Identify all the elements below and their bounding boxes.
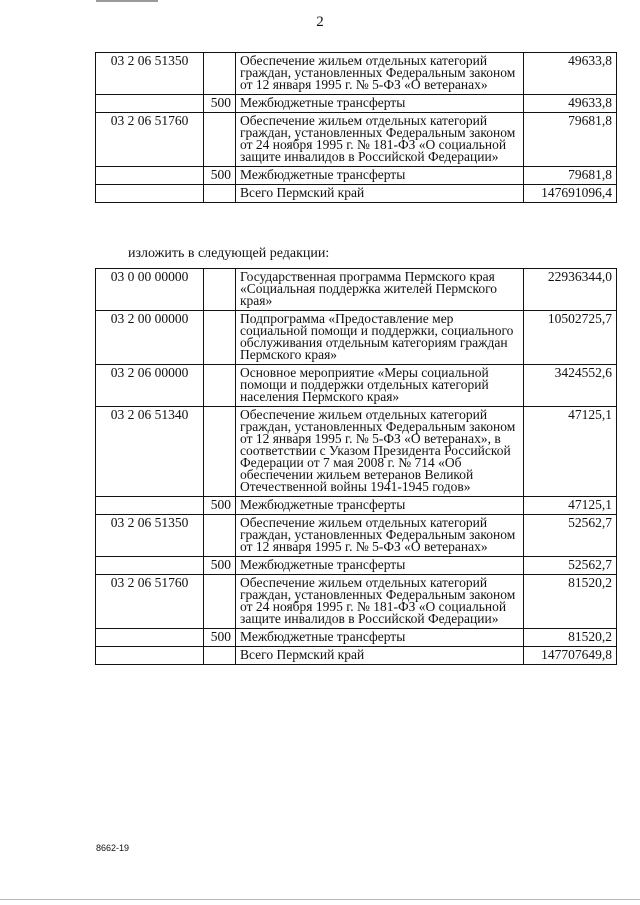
table-row — [96, 95, 617, 113]
cell-description: Всего Пермский край — [236, 185, 524, 203]
table-row — [96, 311, 617, 365]
cell-description: Обеспечение жильем отдельных категорий граждан, установленных Федеральным законом от 24 ноября 1995 г. № 181-ФЗ «О социальной защите инвалидов в Российской Федерации» — [236, 113, 524, 167]
budget-table-new — [95, 268, 617, 665]
cell-description: Государственная программа Пермского края «Социальная поддержка жителей Пермского края» — [236, 269, 524, 311]
table-row — [96, 497, 617, 515]
cell-amount: 147707649,8 — [524, 647, 617, 665]
cell-classification-code: 03 2 06 51760 — [96, 575, 204, 629]
cell-description: Обеспечение жильем отдельных категорий граждан, установленных Федеральным законом от 12 января 1995 г. № 5-ФЗ «О ветеранах» — [236, 515, 524, 557]
cell-description: Межбюджетные трансферты — [236, 95, 524, 113]
cell-amount: 81520,2 — [524, 629, 617, 647]
cell-expense-type — [204, 365, 236, 407]
cell-amount: 10502725,7 — [524, 311, 617, 365]
table-row — [96, 515, 617, 557]
scan-bottom-line — [0, 899, 640, 900]
table-row — [96, 53, 617, 95]
table-row — [96, 647, 617, 665]
cell-description: Межбюджетные трансферты — [236, 497, 524, 515]
cell-description: Всего Пермский край — [236, 647, 524, 665]
cell-classification-code — [96, 167, 204, 185]
cell-amount: 52562,7 — [524, 515, 617, 557]
cell-classification-code — [96, 497, 204, 515]
cell-amount: 49633,8 — [524, 53, 617, 95]
cell-description: Подпрограмма «Предоставление мер социальной помощи и поддержки, социального обслуживания отдельным категориям граждан Пермского края» — [236, 311, 524, 365]
cell-amount: 147691096,4 — [524, 185, 617, 203]
cell-amount: 3424552,6 — [524, 365, 617, 407]
table-row — [96, 629, 617, 647]
intro-text: изложить в следующей редакции: — [128, 246, 330, 261]
cell-classification-code: 03 2 06 51340 — [96, 407, 204, 497]
cell-classification-code: 03 0 00 00000 — [96, 269, 204, 311]
cell-expense-type — [204, 575, 236, 629]
cell-amount: 22936344,0 — [524, 269, 617, 311]
cell-expense-type — [204, 515, 236, 557]
cell-amount: 79681,8 — [524, 167, 617, 185]
table-row — [96, 113, 617, 167]
cell-expense-type: 500 — [204, 167, 236, 185]
cell-expense-type: 500 — [204, 497, 236, 515]
cell-expense-type — [204, 185, 236, 203]
cell-expense-type — [204, 407, 236, 497]
cell-classification-code: 03 2 00 00000 — [96, 311, 204, 365]
cell-amount: 49633,8 — [524, 95, 617, 113]
table-row — [96, 575, 617, 629]
cell-classification-code — [96, 629, 204, 647]
table-row — [96, 407, 617, 497]
cell-amount: 81520,2 — [524, 575, 617, 629]
cell-expense-type — [204, 647, 236, 665]
cell-amount: 79681,8 — [524, 113, 617, 167]
cell-amount: 52562,7 — [524, 557, 617, 575]
cell-classification-code: 03 2 06 51350 — [96, 53, 204, 95]
cell-expense-type: 500 — [204, 557, 236, 575]
cell-expense-type: 500 — [204, 629, 236, 647]
cell-description: Межбюджетные трансферты — [236, 557, 524, 575]
cell-classification-code — [96, 647, 204, 665]
cell-classification-code: 03 2 06 00000 — [96, 365, 204, 407]
page-number: 2 — [316, 14, 324, 30]
cell-classification-code: 03 2 06 51760 — [96, 113, 204, 167]
table-row — [96, 365, 617, 407]
scan-top-mark — [96, 0, 158, 2]
cell-expense-type — [204, 53, 236, 95]
cell-amount: 47125,1 — [524, 407, 617, 497]
cell-description: Обеспечение жильем отдельных категорий граждан, установленных Федеральным законом от 24 ноября 1995 г. № 181-ФЗ «О социальной защите инвалидов в Российской Федерации» — [236, 575, 524, 629]
cell-description: Межбюджетные трансферты — [236, 629, 524, 647]
cell-expense-type — [204, 113, 236, 167]
cell-classification-code — [96, 557, 204, 575]
table-row — [96, 185, 617, 203]
budget-table-old — [95, 52, 617, 203]
cell-classification-code: 03 2 06 51350 — [96, 515, 204, 557]
cell-description: Обеспечение жильем отдельных категорий граждан, установленных Федеральным законом от 12 января 1995 г. № 5-ФЗ «О ветеранах» — [236, 53, 524, 95]
cell-classification-code — [96, 95, 204, 113]
cell-amount: 47125,1 — [524, 497, 617, 515]
document-code: 8662-19 — [96, 843, 130, 853]
cell-description: Обеспечение жильем отдельных категорий граждан, установленных Федеральным законом от 12 января 1995 г. № 5-ФЗ «О ветеранах», в соответствии с Указом Президента Российской Федерации от 7 мая 2008 г. № 714 «Об обеспечении жильем ветеранов Великой Отечественной войны 1941-1945 годов» — [236, 407, 524, 497]
cell-description: Основное мероприятие «Меры социальной помощи и поддержки отдельных категорий населения Пермского края» — [236, 365, 524, 407]
cell-expense-type: 500 — [204, 95, 236, 113]
table-row — [96, 557, 617, 575]
table-row — [96, 269, 617, 311]
table-row — [96, 167, 617, 185]
cell-expense-type — [204, 269, 236, 311]
cell-description: Межбюджетные трансферты — [236, 167, 524, 185]
cell-expense-type — [204, 311, 236, 365]
cell-classification-code — [96, 185, 204, 203]
